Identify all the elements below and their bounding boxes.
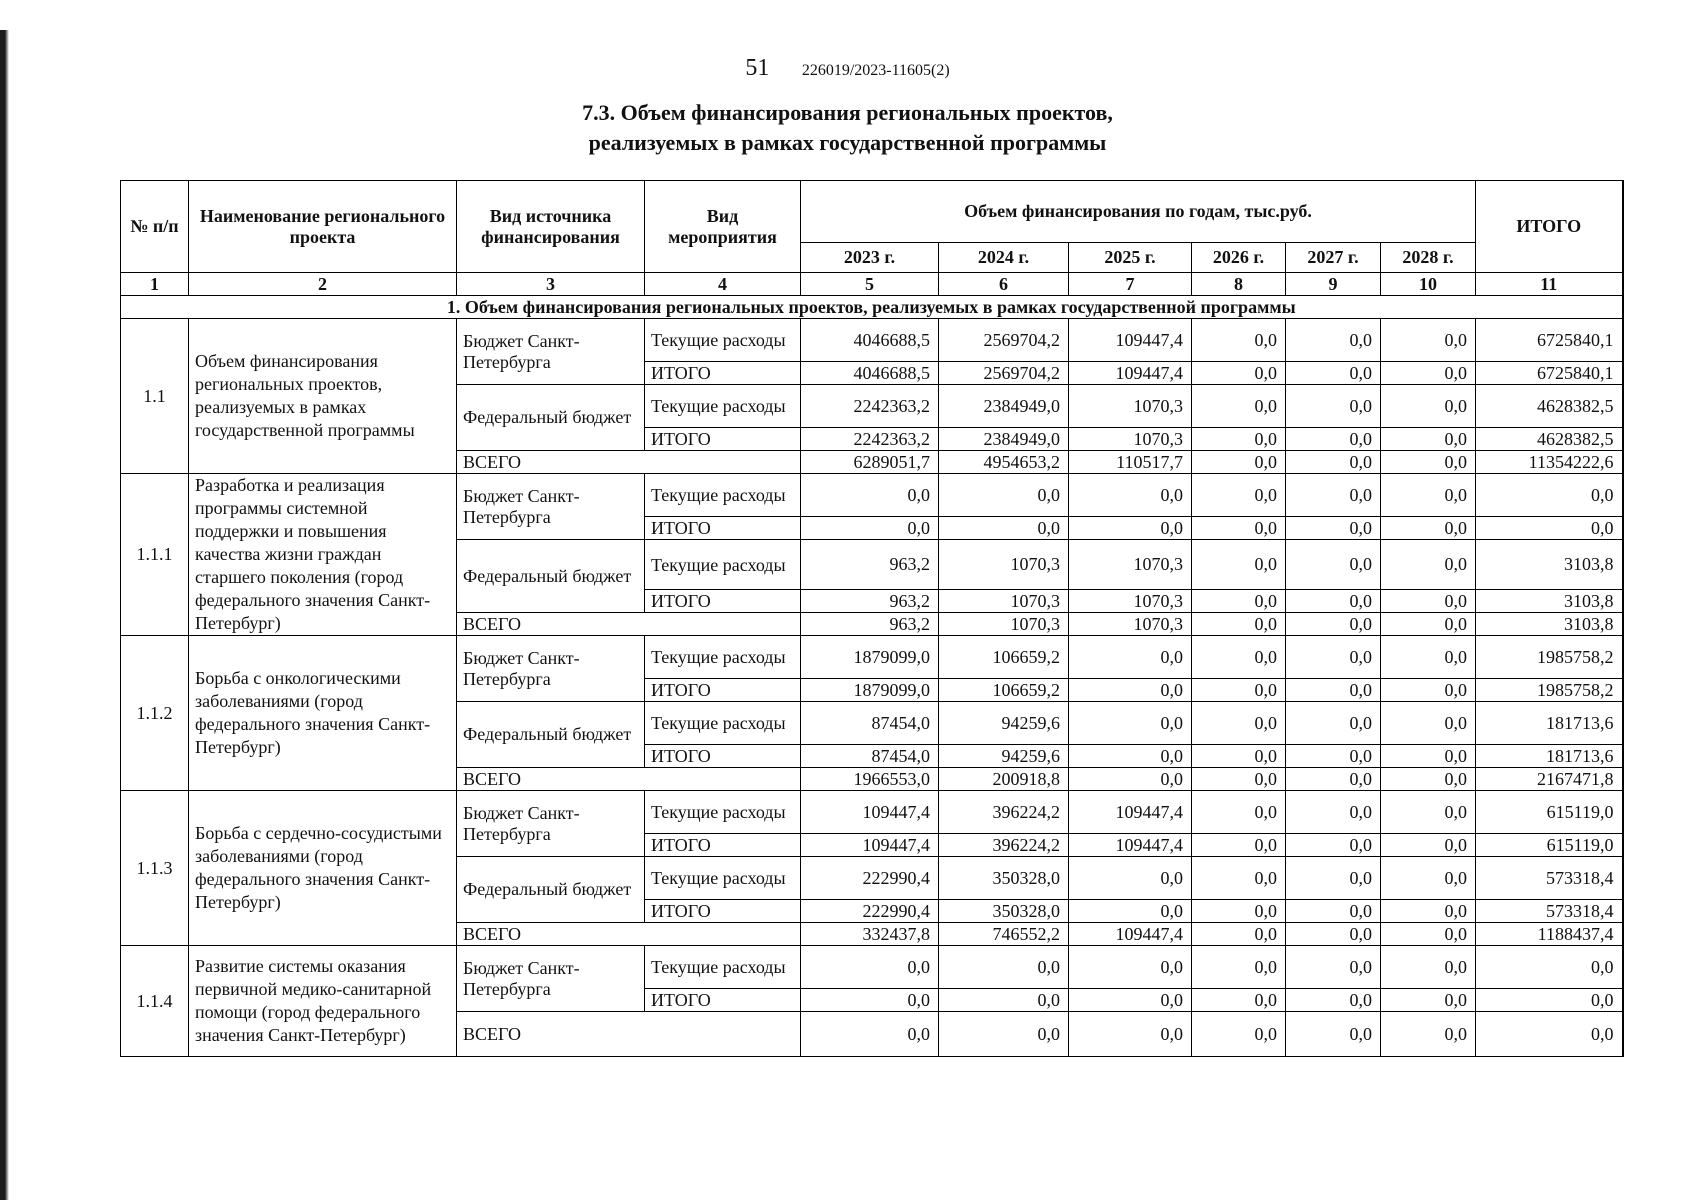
year-value: 0,0	[1286, 362, 1381, 385]
year-value: 0,0	[1286, 702, 1381, 745]
total-label: ВСЕГО	[457, 451, 801, 474]
year-value: 0,0	[939, 517, 1069, 540]
year-value: 0,0	[1192, 679, 1286, 702]
year-value: 1070,3	[1069, 590, 1192, 613]
year-value: 1070,3	[1069, 540, 1192, 590]
project-name: Борьба с сердечно-сосудистыми заболеваниями (город федерального значения Санкт-Петербург)	[189, 791, 457, 946]
total-year-value: 4954653,2	[939, 451, 1069, 474]
funding-source: Федеральный бюджет	[457, 702, 645, 768]
year-value: 0,0	[1192, 791, 1286, 834]
total-value: 1985758,2	[1476, 679, 1623, 702]
year-value: 0,0	[1069, 900, 1192, 923]
funding-source: Бюджет Санкт-Петербурга	[457, 319, 645, 385]
year-value: 0,0	[1286, 857, 1381, 900]
year-value: 1070,3	[1069, 428, 1192, 451]
total-value: 4628382,5	[1476, 385, 1623, 428]
year-value: 87454,0	[801, 745, 939, 768]
header-years-group: Объем финансирования по годам, тыс.руб.	[801, 181, 1476, 243]
header-funding-source: Вид источника финансирования	[457, 181, 645, 273]
year-value: 0,0	[1286, 834, 1381, 857]
activity-type: ИТОГО	[645, 428, 801, 451]
year-value: 963,2	[801, 590, 939, 613]
year-value: 0,0	[1286, 989, 1381, 1012]
year-value: 0,0	[1381, 834, 1476, 857]
project-number: 1.1.4	[121, 946, 189, 1057]
activity-type: Текущие расходы	[645, 857, 801, 900]
activity-type: Текущие расходы	[645, 636, 801, 679]
year-value: 396224,2	[939, 834, 1069, 857]
year-value: 0,0	[1286, 428, 1381, 451]
total-year-value: 0,0	[1192, 1012, 1286, 1057]
title-line-2: реализуемых в рамках государственной программы	[588, 130, 1107, 155]
year-value: 109447,4	[801, 834, 939, 857]
total-year-value: 0,0	[1192, 451, 1286, 474]
document-number: 226019/2023-11605(2)	[801, 62, 950, 79]
year-value: 0,0	[1069, 474, 1192, 517]
year-value: 0,0	[1286, 946, 1381, 989]
total-value: 615119,0	[1476, 791, 1623, 834]
year-value: 0,0	[1381, 540, 1476, 590]
total-year-value: 0,0	[1381, 923, 1476, 946]
funding-source: Федеральный бюджет	[457, 540, 645, 613]
column-number: 7	[1069, 273, 1192, 296]
header-year-2028: 2028 г.	[1381, 243, 1476, 273]
year-value: 0,0	[1192, 428, 1286, 451]
year-value: 109447,4	[801, 791, 939, 834]
year-value: 222990,4	[801, 857, 939, 900]
year-value: 0,0	[1192, 900, 1286, 923]
total-value: 0,0	[1476, 946, 1623, 989]
year-value: 0,0	[1381, 428, 1476, 451]
total-value: 573318,4	[1476, 900, 1623, 923]
table-row	[121, 319, 1623, 362]
year-value: 1070,3	[939, 540, 1069, 590]
activity-type: ИТОГО	[645, 900, 801, 923]
year-value: 4046688,5	[801, 319, 939, 362]
year-value: 2242363,2	[801, 428, 939, 451]
year-value: 109447,4	[1069, 362, 1192, 385]
year-value: 106659,2	[939, 636, 1069, 679]
year-value: 0,0	[1381, 590, 1476, 613]
activity-type: Текущие расходы	[645, 474, 801, 517]
column-number: 1	[121, 273, 189, 296]
funding-source: Федеральный бюджет	[457, 857, 645, 923]
year-value: 0,0	[1286, 319, 1381, 362]
year-value: 106659,2	[939, 679, 1069, 702]
year-value: 2569704,2	[939, 362, 1069, 385]
funding-source: Бюджет Санкт-Петербурга	[457, 636, 645, 702]
activity-type: Текущие расходы	[645, 540, 801, 590]
total-value: 0,0	[1476, 474, 1623, 517]
year-value: 0,0	[1381, 474, 1476, 517]
total-year-value: 200918,8	[939, 768, 1069, 791]
page-header	[0, 56, 1695, 83]
title-line-1: 7.3. Объем финансирования региональных проектов,	[582, 100, 1113, 125]
year-value: 0,0	[1286, 517, 1381, 540]
total-label: ВСЕГО	[457, 613, 801, 636]
grand-total-value: 1188437,4	[1476, 923, 1623, 946]
page-number: 51	[745, 55, 770, 81]
project-name: Разработка и реализация программы системной поддержки и повышения качества жизни граждан старшего поколения (город федерального значения Санкт-Петербург)	[189, 474, 457, 636]
year-value: 2569704,2	[939, 319, 1069, 362]
year-value: 0,0	[1069, 636, 1192, 679]
year-value: 0,0	[1069, 857, 1192, 900]
year-value: 0,0	[1069, 745, 1192, 768]
year-value: 0,0	[939, 989, 1069, 1012]
total-year-value: 332437,8	[801, 923, 939, 946]
year-value: 2384949,0	[939, 428, 1069, 451]
total-year-value: 1070,3	[939, 613, 1069, 636]
total-year-value: 0,0	[1286, 768, 1381, 791]
total-year-value: 963,2	[801, 613, 939, 636]
year-value: 350328,0	[939, 900, 1069, 923]
year-value: 0,0	[1381, 702, 1476, 745]
year-value: 109447,4	[1069, 791, 1192, 834]
total-year-value: 746552,2	[939, 923, 1069, 946]
header-year-2024: 2024 г.	[939, 243, 1069, 273]
column-number: 6	[939, 273, 1069, 296]
project-name: Борьба с онкологическими заболеваниями (город федерального значения Санкт-Петербург)	[189, 636, 457, 791]
table-row	[121, 636, 1623, 679]
project-number: 1.1.2	[121, 636, 189, 791]
year-value: 396224,2	[939, 791, 1069, 834]
total-value: 4628382,5	[1476, 428, 1623, 451]
year-value: 0,0	[1381, 946, 1476, 989]
year-value: 0,0	[801, 989, 939, 1012]
year-value: 0,0	[1381, 362, 1476, 385]
total-value: 1985758,2	[1476, 636, 1623, 679]
year-value: 0,0	[1286, 900, 1381, 923]
year-value: 0,0	[1192, 474, 1286, 517]
total-label: ВСЕГО	[457, 923, 801, 946]
year-value: 0,0	[1381, 989, 1476, 1012]
total-label: ВСЕГО	[457, 768, 801, 791]
year-value: 0,0	[1069, 702, 1192, 745]
total-value: 573318,4	[1476, 857, 1623, 900]
total-value: 615119,0	[1476, 834, 1623, 857]
column-number: 9	[1286, 273, 1381, 296]
grand-total-value: 11354222,6	[1476, 451, 1623, 474]
year-value: 1070,3	[939, 590, 1069, 613]
project-name: Развитие системы оказания первичной медико-санитарной помощи (город федерального значения Санкт-Петербург)	[189, 946, 457, 1057]
scan-edge-shadow	[0, 30, 9, 1200]
total-year-value: 0,0	[1069, 1012, 1192, 1057]
document-title	[0, 98, 1695, 158]
grand-total-value: 3103,8	[1476, 613, 1623, 636]
year-value: 0,0	[1381, 517, 1476, 540]
activity-type: ИТОГО	[645, 679, 801, 702]
year-value: 0,0	[1381, 679, 1476, 702]
activity-type: ИТОГО	[645, 745, 801, 768]
total-value: 3103,8	[1476, 590, 1623, 613]
funding-source: Бюджет Санкт-Петербурга	[457, 791, 645, 857]
funding-source: Бюджет Санкт-Петербурга	[457, 474, 645, 540]
total-value: 0,0	[1476, 989, 1623, 1012]
year-value: 109447,4	[1069, 834, 1192, 857]
year-value: 2242363,2	[801, 385, 939, 428]
header-year-2025: 2025 г.	[1069, 243, 1192, 273]
column-number: 3	[457, 273, 645, 296]
year-value: 0,0	[1192, 834, 1286, 857]
total-year-value: 109447,4	[1069, 923, 1192, 946]
total-year-value: 0,0	[1192, 613, 1286, 636]
year-value: 0,0	[801, 517, 939, 540]
total-year-value: 0,0	[1381, 768, 1476, 791]
total-year-value: 0,0	[1286, 923, 1381, 946]
column-number: 4	[645, 273, 801, 296]
year-value: 0,0	[1381, 791, 1476, 834]
section-row	[121, 296, 1623, 319]
total-value: 6725840,1	[1476, 362, 1623, 385]
header-project-name: Наименование регионального проекта	[189, 181, 457, 273]
total-year-value: 0,0	[1286, 451, 1381, 474]
total-year-value: 0,0	[801, 1012, 939, 1057]
year-value: 1070,3	[1069, 385, 1192, 428]
total-year-value: 0,0	[1192, 923, 1286, 946]
year-value: 0,0	[1286, 745, 1381, 768]
activity-type: ИТОГО	[645, 989, 801, 1012]
year-value: 1879099,0	[801, 636, 939, 679]
project-number: 1.1.3	[121, 791, 189, 946]
year-value: 0,0	[939, 474, 1069, 517]
year-value: 0,0	[1286, 636, 1381, 679]
header-year-2027: 2027 г.	[1286, 243, 1381, 273]
activity-type: ИТОГО	[645, 517, 801, 540]
year-value: 0,0	[1381, 745, 1476, 768]
activity-type: Текущие расходы	[645, 702, 801, 745]
year-value: 0,0	[1192, 517, 1286, 540]
year-value: 0,0	[1192, 540, 1286, 590]
year-value: 0,0	[801, 946, 939, 989]
total-label: ВСЕГО	[457, 1012, 801, 1057]
year-value: 222990,4	[801, 900, 939, 923]
header-total: ИТОГО	[1476, 181, 1623, 273]
year-value: 0,0	[1192, 319, 1286, 362]
project-name: Объем финансирования региональных проектов, реализуемых в рамках государственной программы	[189, 319, 457, 474]
activity-type: Текущие расходы	[645, 946, 801, 989]
table-row	[121, 946, 1623, 989]
section-title: 1. Объем финансирования региональных проектов, реализуемых в рамках государственной программы	[121, 296, 1623, 319]
total-year-value: 0,0	[1192, 768, 1286, 791]
total-year-value: 0,0	[1286, 613, 1381, 636]
total-year-value: 0,0	[1381, 1012, 1476, 1057]
total-year-value: 0,0	[939, 1012, 1069, 1057]
grand-total-value: 0,0	[1476, 1012, 1623, 1057]
table-row	[121, 791, 1623, 834]
project-number: 1.1	[121, 319, 189, 474]
year-value: 0,0	[1192, 590, 1286, 613]
activity-type: Текущие расходы	[645, 791, 801, 834]
total-value: 6725840,1	[1476, 319, 1623, 362]
year-value: 0,0	[1286, 590, 1381, 613]
total-year-value: 0,0	[1069, 768, 1192, 791]
year-value: 0,0	[1069, 517, 1192, 540]
total-value: 0,0	[1476, 517, 1623, 540]
column-number: 11	[1476, 273, 1623, 296]
activity-type: ИТОГО	[645, 362, 801, 385]
year-value: 0,0	[1381, 636, 1476, 679]
year-value: 0,0	[1192, 946, 1286, 989]
column-numbers-row	[121, 273, 1623, 296]
column-number: 8	[1192, 273, 1286, 296]
total-year-value: 6289051,7	[801, 451, 939, 474]
total-year-value: 0,0	[1381, 613, 1476, 636]
year-value: 0,0	[1381, 385, 1476, 428]
year-value: 94259,6	[939, 702, 1069, 745]
header-year-2023: 2023 г.	[801, 243, 939, 273]
total-year-value: 1966553,0	[801, 768, 939, 791]
year-value: 0,0	[939, 946, 1069, 989]
year-value: 0,0	[1192, 745, 1286, 768]
total-value: 181713,6	[1476, 745, 1623, 768]
total-value: 3103,8	[1476, 540, 1623, 590]
year-value: 0,0	[1192, 636, 1286, 679]
year-value: 0,0	[1381, 900, 1476, 923]
year-value: 2384949,0	[939, 385, 1069, 428]
total-year-value: 0,0	[1381, 451, 1476, 474]
total-year-value: 110517,7	[1069, 451, 1192, 474]
header-year-2026: 2026 г.	[1192, 243, 1286, 273]
year-value: 0,0	[1192, 702, 1286, 745]
column-number: 10	[1381, 273, 1476, 296]
year-value: 0,0	[801, 474, 939, 517]
year-value: 0,0	[1192, 989, 1286, 1012]
activity-type: ИТОГО	[645, 590, 801, 613]
year-value: 0,0	[1286, 385, 1381, 428]
year-value: 0,0	[1192, 857, 1286, 900]
year-value: 0,0	[1069, 946, 1192, 989]
activity-type: Текущие расходы	[645, 319, 801, 362]
year-value: 4046688,5	[801, 362, 939, 385]
year-value: 0,0	[1381, 319, 1476, 362]
year-value: 963,2	[801, 540, 939, 590]
activity-type: Текущие расходы	[645, 385, 801, 428]
header-num: № п/п	[121, 181, 189, 273]
year-value: 94259,6	[939, 745, 1069, 768]
year-value: 1879099,0	[801, 679, 939, 702]
total-value: 181713,6	[1476, 702, 1623, 745]
column-number: 5	[801, 273, 939, 296]
year-value: 0,0	[1286, 474, 1381, 517]
financing-table	[120, 180, 1624, 1057]
year-value: 0,0	[1286, 540, 1381, 590]
header-activity-type: Вид мероприятия	[645, 181, 801, 273]
funding-source: Бюджет Санкт-Петербурга	[457, 946, 645, 1012]
year-value: 87454,0	[801, 702, 939, 745]
total-year-value: 1070,3	[1069, 613, 1192, 636]
year-value: 350328,0	[939, 857, 1069, 900]
year-value: 0,0	[1192, 362, 1286, 385]
year-value: 0,0	[1069, 679, 1192, 702]
year-value: 0,0	[1381, 857, 1476, 900]
project-number: 1.1.1	[121, 474, 189, 636]
year-value: 0,0	[1286, 791, 1381, 834]
year-value: 109447,4	[1069, 319, 1192, 362]
year-value: 0,0	[1069, 989, 1192, 1012]
table-row	[121, 474, 1623, 517]
activity-type: ИТОГО	[645, 834, 801, 857]
grand-total-value: 2167471,8	[1476, 768, 1623, 791]
year-value: 0,0	[1192, 385, 1286, 428]
column-number: 2	[189, 273, 457, 296]
year-value: 0,0	[1286, 679, 1381, 702]
funding-source: Федеральный бюджет	[457, 385, 645, 451]
total-year-value: 0,0	[1286, 1012, 1381, 1057]
